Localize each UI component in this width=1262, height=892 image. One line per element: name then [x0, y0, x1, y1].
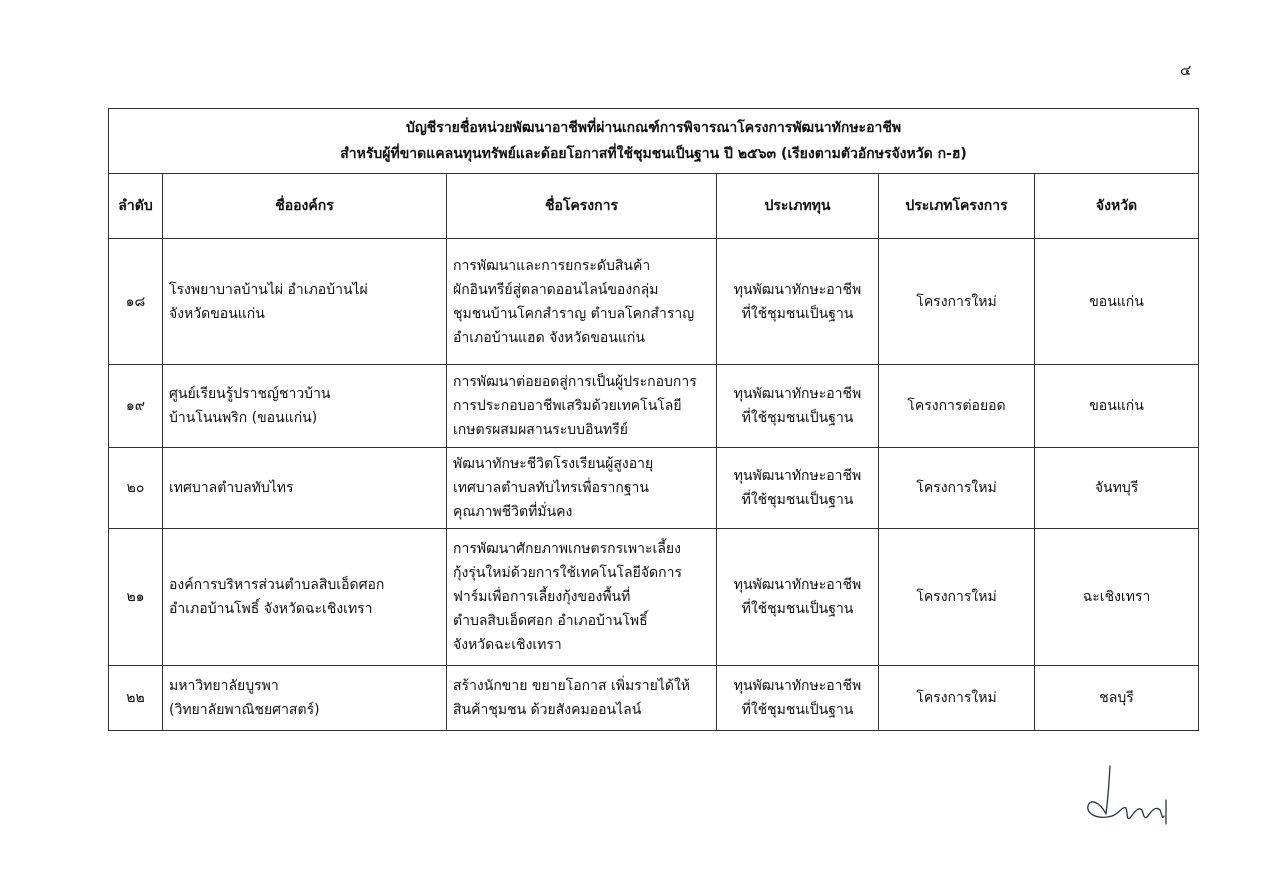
handwritten-signature — [1082, 758, 1172, 838]
row-org — [163, 448, 447, 529]
table-row — [109, 365, 1199, 448]
fund-line: ทุนพัฒนาทักษะอาชีพ — [733, 678, 862, 694]
org-line: เทศบาลตำบลทับไทร — [169, 480, 294, 496]
header-project-type: ประเภทโครงการ — [879, 174, 1035, 239]
table-row — [109, 529, 1199, 666]
row-project-type: โครงการใหม่ — [879, 448, 1035, 529]
table-title-row — [109, 109, 1199, 174]
row-project-type: โครงการใหม่ — [879, 529, 1035, 666]
row-no: ๑๘ — [109, 239, 163, 365]
row-no: ๒๒ — [109, 666, 163, 731]
row-province: ฉะเชิงเทรา — [1035, 529, 1199, 666]
fund-line: ที่ใช้ชุมชนเป็นฐาน — [741, 410, 854, 426]
org-line: (วิทยาลัยพาณิชยศาสตร์) — [169, 702, 320, 718]
org-line: องค์การบริหารส่วนตำบลสิบเอ็ดศอก — [169, 577, 385, 593]
row-fund-type — [717, 448, 879, 529]
table-row — [109, 666, 1199, 731]
table-row — [109, 239, 1199, 365]
row-province: ขอนแก่น — [1035, 365, 1199, 448]
header-province: จังหวัด — [1035, 174, 1199, 239]
project-line: ตำบลสิบเอ็ดศอก อำเภอบ้านโพธิ์ — [453, 613, 648, 629]
org-line: อำเภอบ้านโพธิ์ จังหวัดฉะเชิงเทรา — [169, 601, 373, 617]
org-line: ศูนย์เรียนรู้ปราชญ์ชาวบ้าน — [169, 386, 331, 402]
project-line: กุ้งรุ่นใหม่ด้วยการใช้เทคโนโลยีจัดการ — [453, 565, 682, 581]
header-fund-type: ประเภททุน — [717, 174, 879, 239]
row-project — [447, 365, 717, 448]
project-line: สินค้าชุมชน ด้วยสังคมออนไลน์ — [453, 702, 642, 718]
project-line: ฟาร์มเพื่อการเลี้ยงกุ้งของพื้นที่ — [453, 589, 631, 605]
fund-line: ที่ใช้ชุมชนเป็นฐาน — [741, 492, 854, 508]
header-org: ชื่อองค์กร — [163, 174, 447, 239]
fund-line: ที่ใช้ชุมชนเป็นฐาน — [741, 601, 854, 617]
row-fund-type — [717, 666, 879, 731]
fund-line: ทุนพัฒนาทักษะอาชีพ — [733, 386, 862, 402]
fund-line: ทุนพัฒนาทักษะอาชีพ — [733, 468, 862, 484]
row-province: ขอนแก่น — [1035, 239, 1199, 365]
fund-line: ที่ใช้ชุมชนเป็นฐาน — [741, 305, 854, 322]
title-line-1: บัญชีรายชื่อหน่วยพัฒนาอาชีพที่ผ่านเกณฑ์การพิจารณาโครงการพัฒนาทักษะอาชีพ — [405, 120, 902, 136]
project-line: ผักอินทรีย์สู่ตลาดออนไลน์ของกลุ่ม — [453, 281, 659, 298]
project-line: เกษตรผสมผสานระบบอินทรีย์ — [453, 422, 628, 438]
project-line: การพัฒนาศักยภาพเกษตรกรเพาะเลี้ยง — [453, 541, 681, 557]
row-project — [447, 448, 717, 529]
project-line: สร้างนักขาย ขยายโอกาส เพิ่มรายได้ให้ — [453, 678, 691, 694]
row-fund-type — [717, 239, 879, 365]
fund-line: ทุนพัฒนาทักษะอาชีพ — [733, 577, 862, 593]
fund-line: ทุนพัฒนาทักษะอาชีพ — [733, 281, 862, 298]
project-line: การประกอบอาชีพเสริมด้วยเทคโนโลยี — [453, 398, 682, 414]
row-project-type: โครงการใหม่ — [879, 239, 1035, 365]
row-org — [163, 529, 447, 666]
row-province: จันทบุรี — [1035, 448, 1199, 529]
project-line: คุณภาพชีวิตที่มั่นคง — [453, 504, 573, 520]
header-project: ชื่อโครงการ — [447, 174, 717, 239]
row-project-type: โครงการต่อยอด — [879, 365, 1035, 448]
project-line: จังหวัดฉะเชิงเทรา — [453, 637, 562, 653]
row-no: ๒๐ — [109, 448, 163, 529]
project-line: เทศบาลตำบลทับไทรเพื่อรากฐาน — [453, 480, 649, 496]
project-line: การพัฒนาต่อยอดสู่การเป็นผู้ประกอบการ — [453, 374, 697, 390]
row-project — [447, 529, 717, 666]
table-row — [109, 448, 1199, 529]
project-list-table — [108, 108, 1199, 731]
row-fund-type — [717, 365, 879, 448]
fund-line: ที่ใช้ชุมชนเป็นฐาน — [741, 702, 854, 718]
table-title — [109, 109, 1199, 174]
project-line: การพัฒนาและการยกระดับสินค้า — [453, 257, 651, 274]
row-org — [163, 239, 447, 365]
row-org — [163, 365, 447, 448]
row-project-type: โครงการใหม่ — [879, 666, 1035, 731]
row-fund-type — [717, 529, 879, 666]
row-org — [163, 666, 447, 731]
org-line: จังหวัดขอนแก่น — [169, 305, 265, 322]
org-line: มหาวิทยาลัยบูรพา — [169, 678, 279, 694]
page-number: ๔ — [1180, 61, 1192, 79]
header-no: ลำดับ — [109, 174, 163, 239]
project-line: ชุมชนบ้านโคกสำราญ ตำบลโคกสำราญ — [453, 305, 695, 322]
row-no: ๑๙ — [109, 365, 163, 448]
org-line: บ้านโนนพริก (ขอนแก่น) — [169, 410, 318, 426]
table-header-row — [109, 174, 1199, 239]
row-project — [447, 666, 717, 731]
row-province: ชลบุรี — [1035, 666, 1199, 731]
title-line-2: สำหรับผู้ที่ขาดแคลนทุนทรัพย์และด้อยโอกาสที่ใช้ชุมชนเป็นฐาน ปี ๒๕๖๓ (เรียงตามตัวอักษรจังหวัด ก-ฮ) — [340, 146, 967, 162]
row-project — [447, 239, 717, 365]
org-line: โรงพยาบาลบ้านไผ่ อำเภอบ้านไผ่ — [169, 281, 368, 298]
row-no: ๒๑ — [109, 529, 163, 666]
project-line: อำเภอบ้านแฮด จังหวัดขอนแก่น — [453, 329, 645, 346]
project-line: พัฒนาทักษะชีวิตโรงเรียนผู้สูงอายุ — [453, 456, 654, 472]
